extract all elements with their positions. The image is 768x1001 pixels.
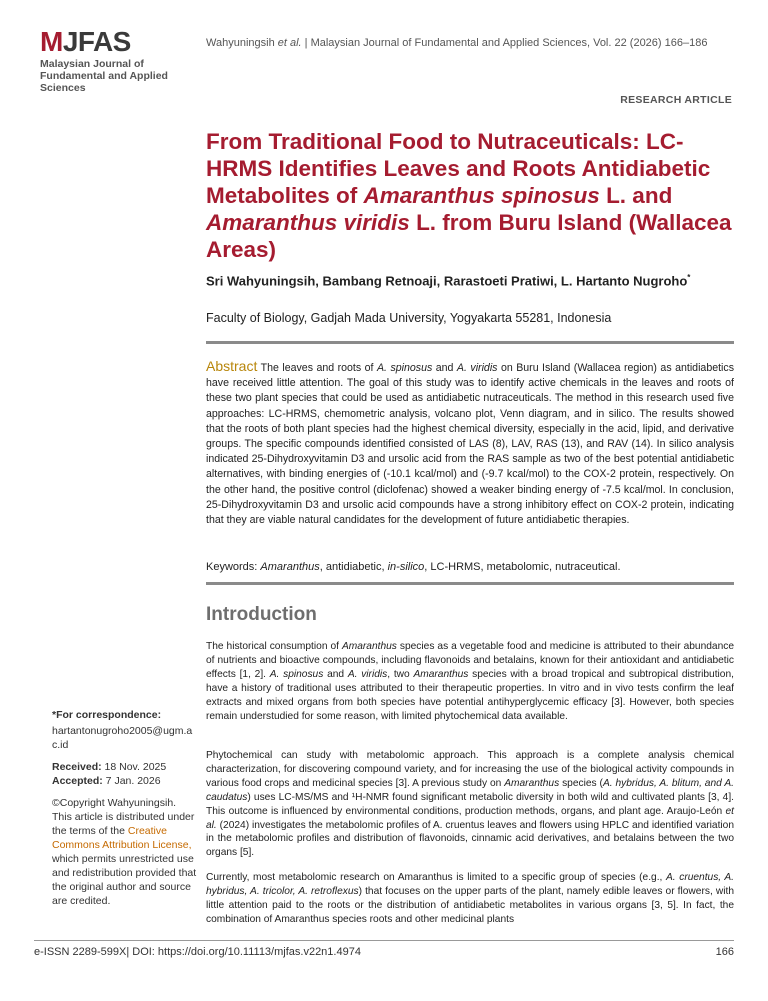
title-species: Amaranthus spinosus <box>363 183 600 208</box>
para-text: ) uses LC-MS/MS and ¹H-NMR found significant metabolic diversity in both wild and cultivated plants [3, 4]. This outcome is influenced by environmental conditions, production methods, organs, and plant age. Araujo-León <box>206 791 734 817</box>
copyright-text: ©Copyright Wahyuningsih. This article is distributed under the terms of the <box>52 797 195 837</box>
footer-rule <box>34 940 734 941</box>
intro-paragraph-3 <box>206 871 734 927</box>
abstract-text: and <box>432 362 457 374</box>
keyword: , antidiabetic, <box>319 561 388 573</box>
para-text: Phytochemical can study with metabolomic approach. This approach is a complete analysis chemical characterization, for discovering compound variety, and for increasing the use of the biological activity compounds in various food crops and medicinal species [3]. A previous study on <box>206 750 734 789</box>
article-title <box>206 128 734 263</box>
copyright-notice <box>52 796 198 908</box>
keywords <box>206 561 734 573</box>
copyright-text: which permits unrestricted use and redistribution provided that the original author and source are credited. <box>52 853 197 907</box>
affiliation: Faculty of Biology, Gadjah Mada University, Yogyakarta 55281, Indonesia <box>206 311 612 325</box>
abstract-species: A. viridis <box>456 362 498 374</box>
license-link[interactable]: Creative Commons Attribution License, <box>52 825 192 851</box>
logo-m: M <box>40 26 63 57</box>
author-list <box>206 270 734 289</box>
intro-paragraph-1 <box>206 640 734 723</box>
abstract-label: Abstract <box>206 358 258 374</box>
abstract-text: on Buru Island (Wallacea region) as antidiabetics have received little attention. The goal of this study was to identify active chemicals in the leaves and roots of these two plant species that could be used as antidiabetic nutraceuticals. The method in this research used five approaches: LC-HRMS, chemometric analysis, volcano plot, Venn diagram, and in silico. The results showed that the roots of both plant species had the highest chemical diversity, especially in the acid, lipid, and derivative groups. The specific compounds identified consisted of LAS (8), LAV, RAS (13), and RAV (14). In silico analysis indicated 25-Dihydroxyvitamin D3 and ursolic acid from the RAS sample as two of the best potential antidiabetic alternatives, with binding energies of (-10.1 kcal/mol) and (-9.7 kcal/mol) to the COX-2 protein, respectively. On the other hand, the positive control (diclofenac) showed a weaker binding energy of -7.5 kcal/mol. In conclusion, 25-Dihydroxyvitamin D3 and ursolic acid compounds have a strong inhibitory effect on COX-2 protein, indicating that they are viable natural candidates for the development of future antidiabetic therapies. <box>206 362 734 527</box>
title-text: L. and <box>599 183 673 208</box>
running-head-etal: et al. <box>277 37 302 49</box>
abstract <box>206 359 734 528</box>
title-text: L. from Buru Island (Wallacea Areas) <box>206 210 732 262</box>
corresponding-mark: * <box>687 273 691 282</box>
abstract-rule <box>206 582 734 585</box>
sidebar-correspondence <box>52 708 198 722</box>
keyword: in-silico <box>387 561 425 573</box>
page-number: 166 <box>715 946 734 958</box>
sidebar-dates <box>52 760 198 788</box>
accepted-label: Accepted: <box>52 775 103 787</box>
para-text: (2024) investigates the metabolomic profiles of A. cruentus leaves and flowers using HPLC and identified variation in the metabolomic profiles and distribution of flavonoids, cinnamic acid derivatives, and betalains between the two organs [5]. <box>206 819 734 859</box>
received-value: 18 Nov. 2025 <box>101 761 167 773</box>
section-heading-introduction: Introduction <box>206 604 317 625</box>
para-italic: et al. <box>206 805 734 831</box>
para-text: The historical consumption of <box>206 641 342 652</box>
journal-name-line: Sciences <box>40 82 86 94</box>
accepted-date <box>52 774 198 788</box>
journal-name <box>40 58 190 94</box>
running-head-author: Wahyuningsih <box>206 37 275 49</box>
correspondence-email[interactable]: hartantonugroho2005@ugm.ac.id <box>52 725 193 751</box>
para-italic: A. cruentus, A. hybridus, A. tricolor, A. retroflexus <box>206 872 735 897</box>
intro-paragraph-2 <box>206 749 734 860</box>
article-type: RESEARCH ARTICLE <box>620 94 732 106</box>
author-names: Sri Wahyuningsih, Bambang Retnoaji, Rarastoeti Pratiwi, L. Hartanto Nugroho <box>206 273 688 289</box>
para-text: Currently, most metabolomic research on Amaranthus is limited to a specific group of species (e.g., <box>206 872 666 883</box>
para-italic: Amaranthus <box>341 641 397 652</box>
para-italic: Amaranthus <box>413 668 469 680</box>
keyword: Amaranthus <box>260 561 320 573</box>
running-head <box>206 37 707 49</box>
para-text: species with a broad tropical and subtropical distribution, have a history of traditional uses attributed to their therapeutic properties. In vitro and in vivo tests confirm the leaf extracts and mixed organs from both species have potential antihyperglycemic efficacy [3]. However, both species remain understudied for some reason, with limited phytochemical data available. <box>206 668 734 722</box>
para-text: and <box>323 668 348 680</box>
para-text: ) that focuses on the upper parts of the plant, namely edible leaves or flowers, with little attention paid to the roots or the distribution of antidiabetic metabolites in various organs [3, 5]. In fact, the combination of Amaranthus species roots and other medicinal plants <box>206 885 734 925</box>
accepted-value: 7 Jan. 2026 <box>102 775 161 787</box>
keyword: , LC-HRMS, metabolomic, nutraceutical. <box>424 561 621 573</box>
para-italic: A. hybridus, A. blitum, and A. caudatus <box>206 777 734 803</box>
para-italic: A. spinosus <box>269 668 324 680</box>
footer-doi: e-ISSN 2289-599X| DOI: https://doi.org/10.11113/mjfas.v22n1.4974 <box>34 946 361 958</box>
logo-text: JFAS <box>62 26 131 57</box>
para-text: , two <box>387 668 414 680</box>
para-italic: A. viridis <box>347 668 388 680</box>
received-date <box>52 760 198 774</box>
keywords-label: Keywords: <box>206 561 261 573</box>
correspondence-label: *For correspondence: <box>52 709 162 721</box>
title-text: From Traditional Food to Nutraceuticals: LC-HRMS Identifies Leaves and Roots Antidiabetic Metabolites of <box>206 129 711 208</box>
journal-name-line: Malaysian Journal of <box>40 58 144 70</box>
journal-logo <box>40 26 131 58</box>
journal-name-line: Fundamental and Applied <box>40 70 168 82</box>
received-label: Received: <box>52 761 102 773</box>
para-text: species ( <box>559 777 603 789</box>
para-italic: Amaranthus <box>504 777 560 789</box>
abstract-text: The leaves and roots of <box>257 362 377 374</box>
abstract-species: A. spinosus <box>376 362 433 374</box>
para-text: species as a vegetable food and medicine is attributed to their abundance of nutrients and bioactive compounds, including flavonoids and betalains, known for their antioxidant and antidiabetic effects [1, 2]. <box>206 641 734 680</box>
title-species: Amaranthus viridis <box>206 210 410 235</box>
header-rule <box>206 341 734 344</box>
running-head-journal: | Malaysian Journal of Fundamental and Applied Sciences, Vol. 22 (2026) 166–186 <box>304 37 708 49</box>
